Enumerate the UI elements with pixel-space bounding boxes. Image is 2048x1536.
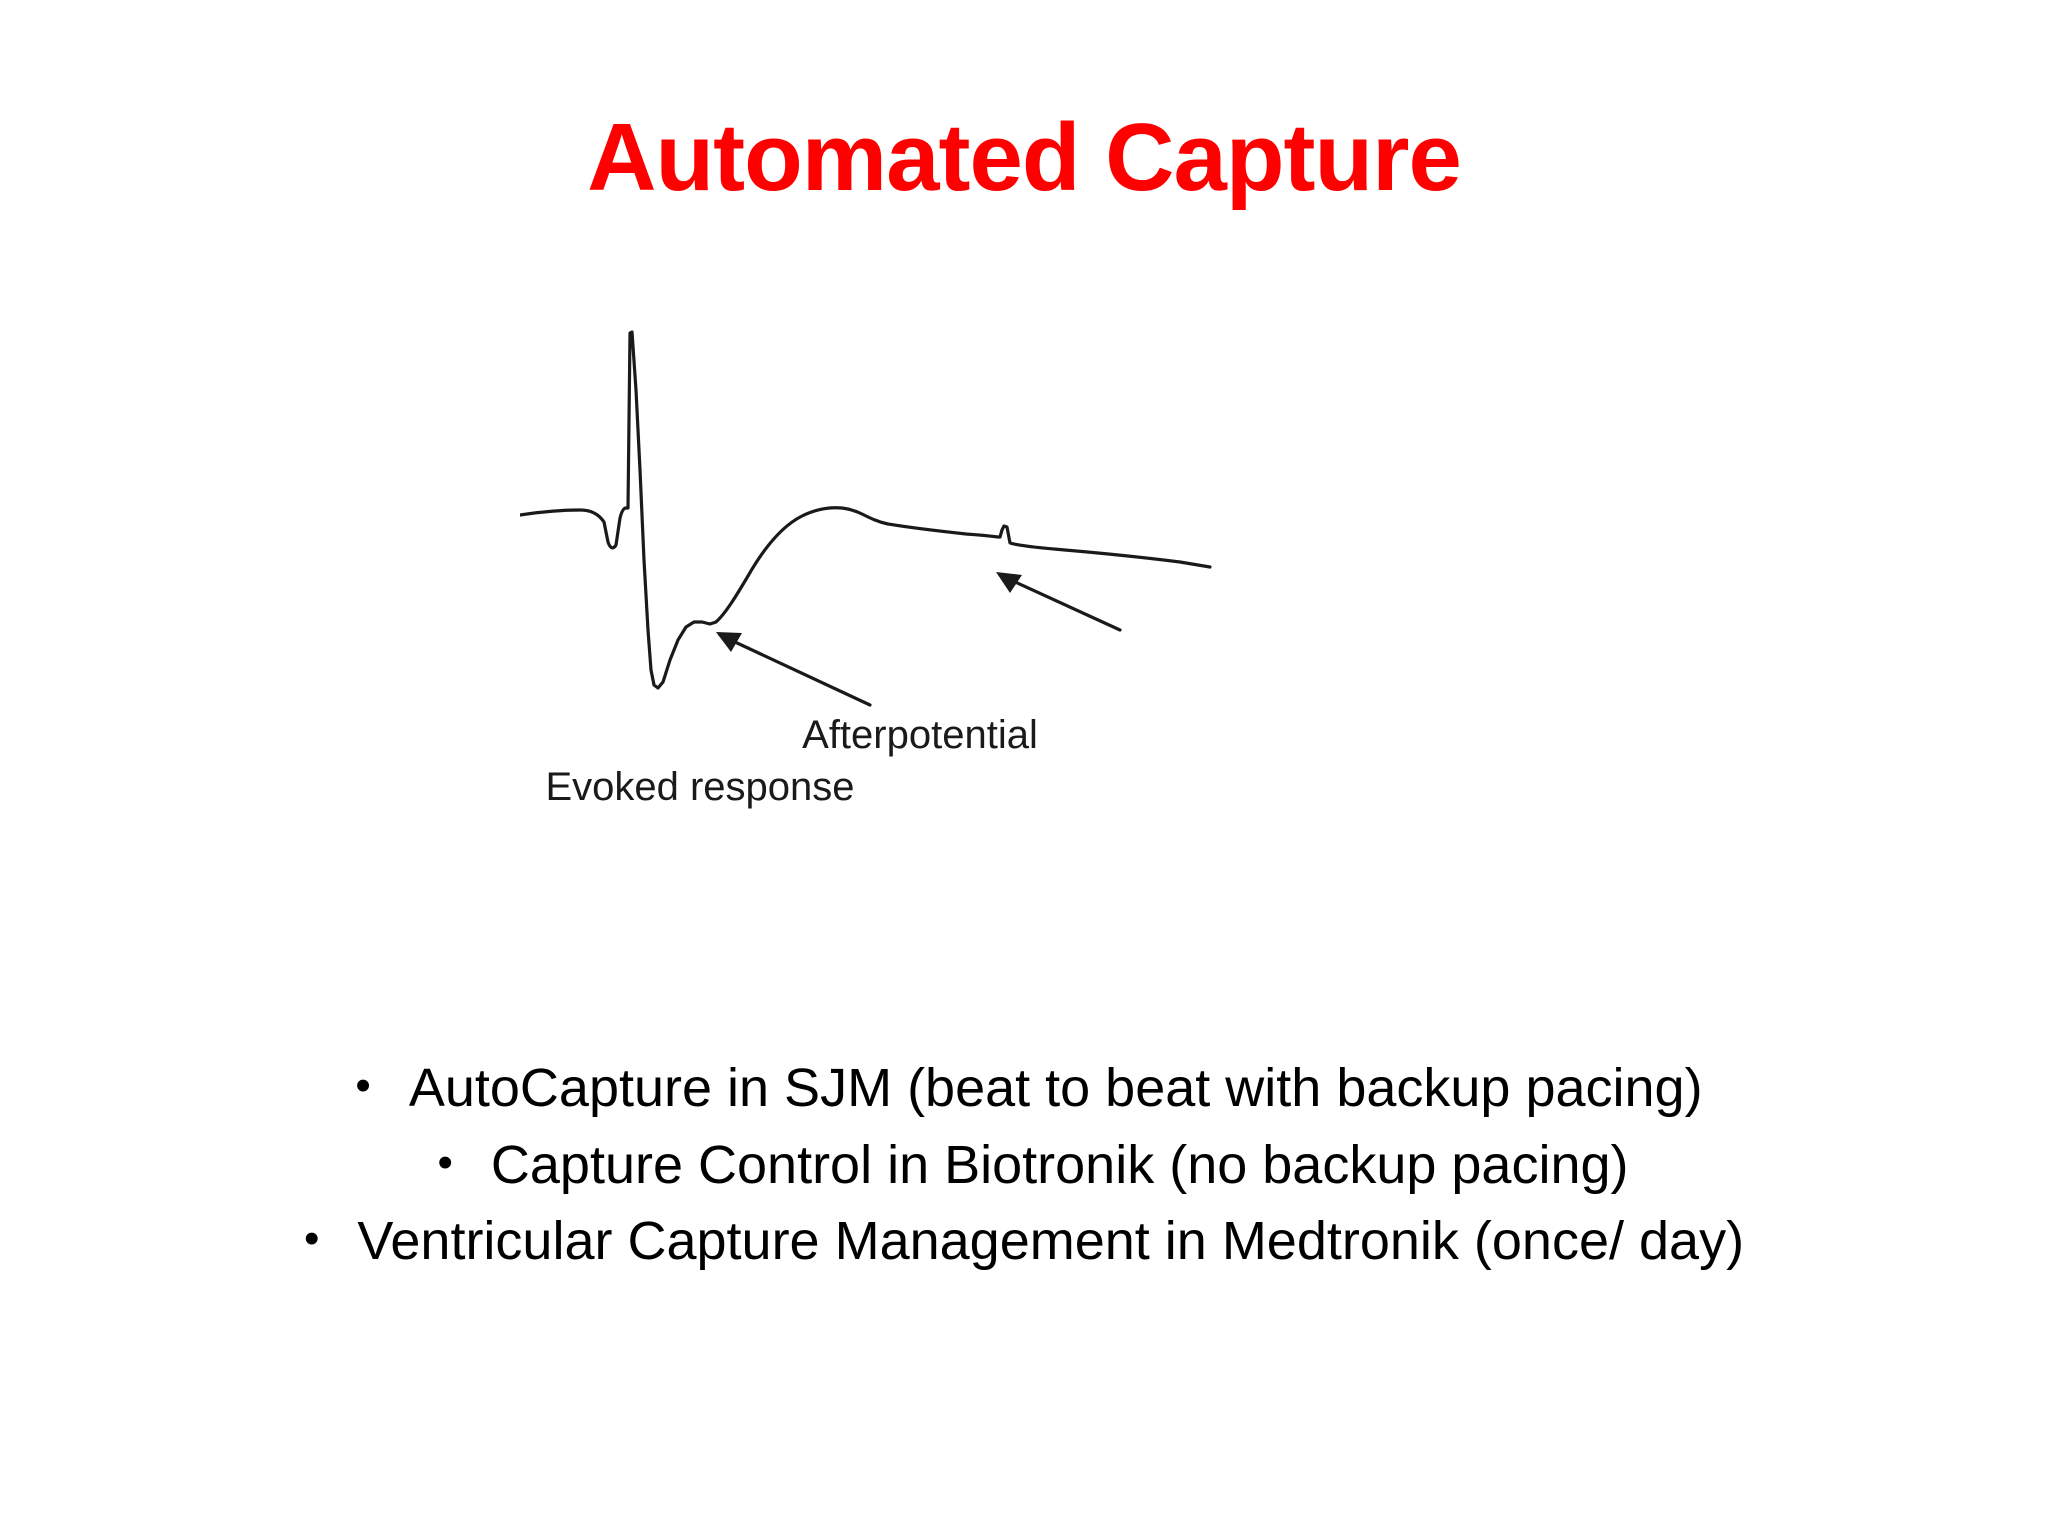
page-title: Automated Capture [587,104,1461,211]
bullet-list [0,1050,2048,1280]
bullet-marker-icon: • [437,1137,453,1187]
evoked-response-arrow [716,632,870,705]
list-item [0,1050,2048,1127]
list-item-label: AutoCapture in SJM (beat to beat with backup pacing) [408,1058,1703,1118]
list-item [0,1203,2048,1280]
evoked-response-label: Evoked response [545,765,855,809]
list-item [0,1127,2048,1204]
waveform-trace [520,332,1210,688]
bullet-marker-icon: • [303,1214,320,1264]
bullet-marker-icon: • [355,1061,371,1110]
afterpotential-label: Afterpotential [802,713,1038,757]
evoked-response-waveform-figure [520,330,1550,950]
afterpotential-arrow [996,572,1120,630]
list-item-label: Ventricular Capture Management in Medtronik (once/ day) [357,1211,1745,1272]
list-item-label: Capture Control in Biotronik (no backup pacing) [490,1134,1629,1195]
